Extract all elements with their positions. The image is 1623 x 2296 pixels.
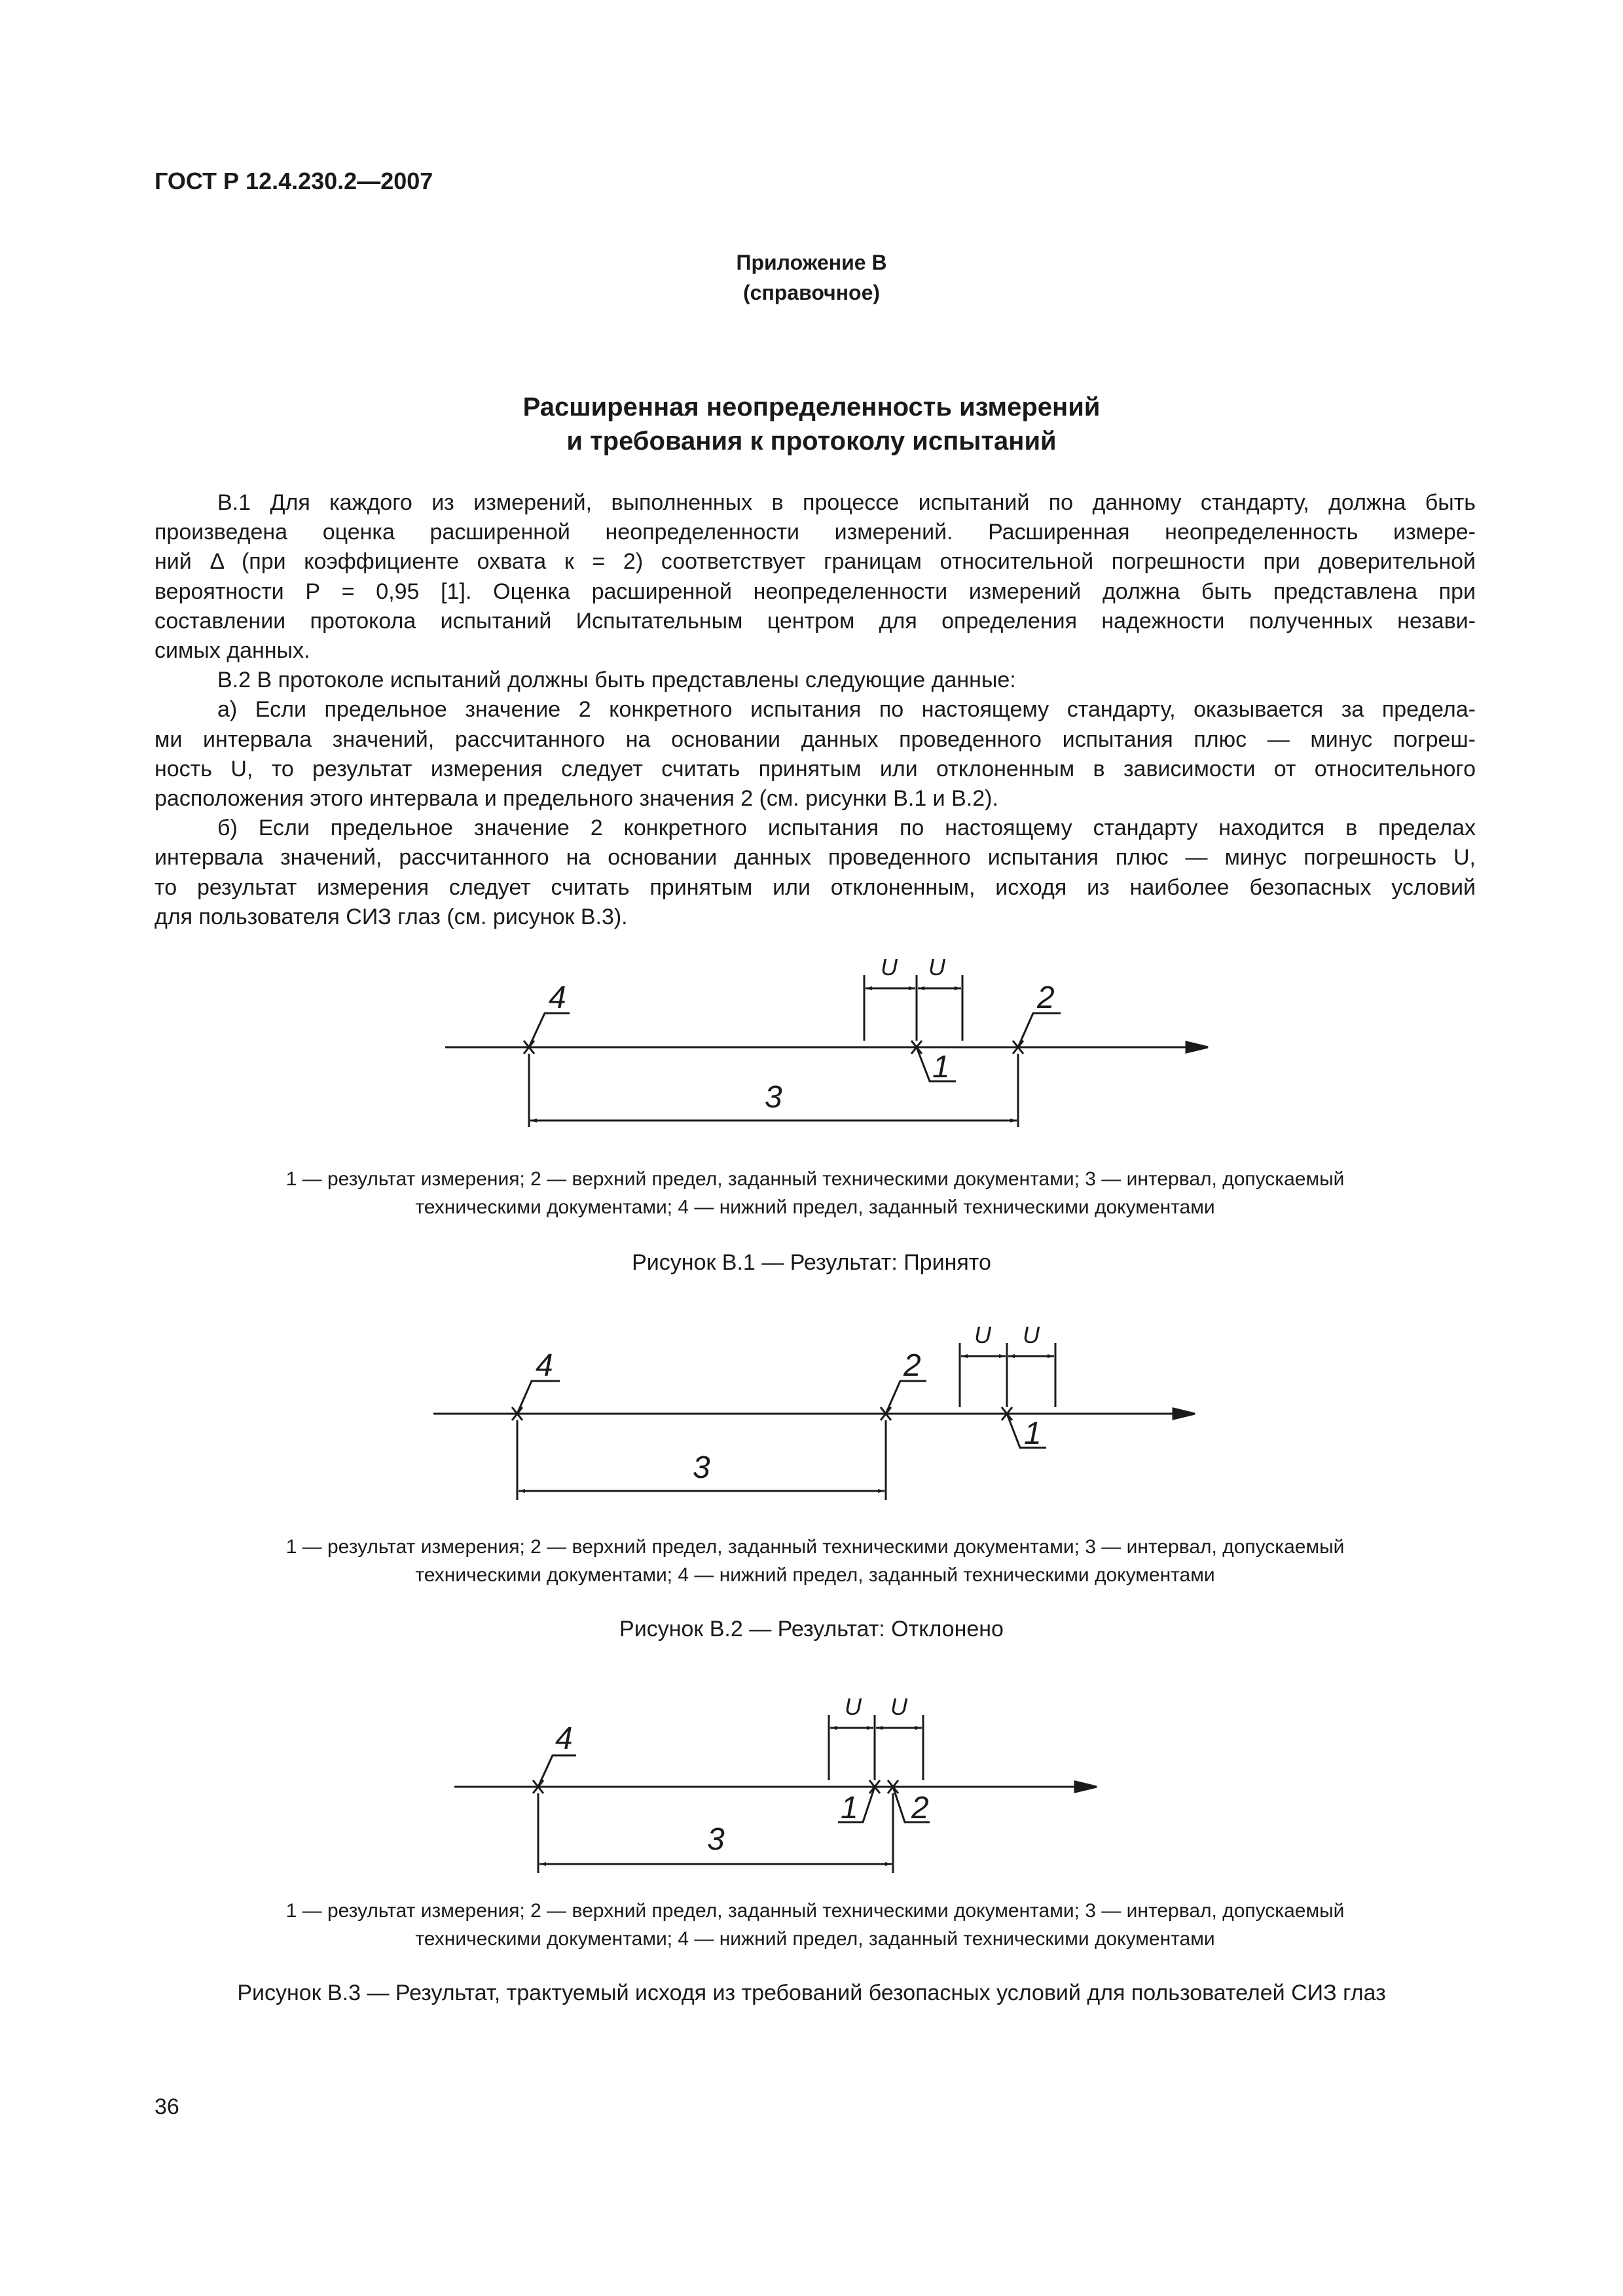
paragraph-b1-line: В.1 Для каждого из измерений, выполненных в процессе испытаний по данному стандарту, должна быть <box>217 490 1476 515</box>
label-4: 4 <box>549 980 566 1015</box>
section-title <box>0 390 1623 458</box>
leader-4 <box>529 1013 570 1047</box>
label-u-right: U <box>890 1693 907 1720</box>
appendix-title: Приложение В <box>736 251 887 274</box>
section-title-line2: и требования к протоколу испытаний <box>566 427 1057 456</box>
appendix-heading <box>0 247 1623 308</box>
label-2: 2 <box>1037 980 1055 1015</box>
leader-2 <box>1018 1013 1061 1047</box>
legend-line: техническими документами; 4 — нижний предел, заданный техническими документами <box>415 1564 1215 1586</box>
paragraph-b1-line: ний Δ (при коэффициенте охвата к = 2) соответствует границам относительной погрешности при доверительной <box>155 549 1476 575</box>
figure-b3-title: Рисунок В.3 — Результат, трактуемый исходя из требований безопасных условий для пользователей СИЗ глаз <box>237 1981 1386 2005</box>
legend-line: 1 — результат измерения; 2 — верхний предел, заданный техническими документами; 3 — интервал, допускаемый <box>285 1900 1345 1922</box>
paragraph-a-line: расположения этого интервала и предельного значения 2 (см. рисунки В.1 и В.2). <box>155 786 998 812</box>
label-u-right: U <box>1023 1321 1040 1348</box>
paragraph-b-line: интервала значений, рассчитанного на основании данных проведенного испытания плюс — минус погрешность U, <box>155 845 1476 870</box>
document-code: ГОСТ Р 12.4.230.2—2007 <box>155 168 433 194</box>
paragraph-b-line: б) Если предельное значение 2 конкретного испытания по настоящему стандарту находится в пределах <box>217 816 1476 841</box>
appendix-subtitle: (справочное) <box>742 281 881 304</box>
label-3: 3 <box>765 1080 782 1115</box>
label-u-left: U <box>845 1693 862 1720</box>
axis-arrow <box>1173 1408 1195 1419</box>
legend-line: 1 — результат измерения; 2 — верхний предел, заданный техническими документами; 3 — интервал, допускаемый <box>285 1168 1345 1190</box>
paragraph-b-line: то результат измерения следует считать принятым или отклоненным, исходя из наиболее безопасных условий <box>155 874 1476 900</box>
label-1: 1 <box>841 1791 858 1825</box>
axis-arrow <box>1075 1782 1097 1792</box>
figure-b1-diagram <box>0 942 1623 1139</box>
leader-2 <box>886 1381 926 1414</box>
figure-b2-legend <box>155 1533 1476 1589</box>
paragraph-b2: В.2 В протоколе испытаний должны быть представлены следующие данные: <box>217 668 1016 693</box>
label-2: 2 <box>911 1791 929 1825</box>
label-u-right: U <box>928 954 945 980</box>
leader-4 <box>517 1381 560 1414</box>
paragraph-b1-line: вероятности Р = 0,95 [1]. Оценка расширенной неопределенности измерений должна быть представлена при <box>155 579 1476 604</box>
paragraph-a-line: а) Если предельное значение 2 конкретного испытания по настоящему стандарту, оказывается за предела- <box>217 697 1476 723</box>
label-3: 3 <box>693 1450 710 1485</box>
label-u-left: U <box>974 1321 991 1348</box>
figure-b1-title: Рисунок В.1 — Результат: Принято <box>632 1250 991 1275</box>
legend-line: 1 — результат измерения; 2 — верхний предел, заданный техническими документами; 3 — интервал, допускаемый <box>285 1536 1345 1558</box>
label-2: 2 <box>903 1348 921 1383</box>
paragraph-b-line: для пользователя СИЗ глаз (см. рисунок В.3). <box>155 904 628 929</box>
paragraph-a-line: ми интервала значений, рассчитанного на основании данных проведенного испытания плюс — минус погреш- <box>155 726 1476 752</box>
paragraph-b1-line: симых данных. <box>155 638 310 664</box>
figure-b2-diagram <box>0 1309 1623 1505</box>
label-u-left: U <box>881 954 898 980</box>
label-3: 3 <box>707 1822 725 1857</box>
paragraph-b1-line: произведена оценка расширенной неопределенности измерений. Расширенная неопределенность измере- <box>155 520 1476 545</box>
legend-line: техническими документами; 4 — нижний предел, заданный техническими документами <box>415 1196 1215 1218</box>
label-4: 4 <box>555 1721 573 1756</box>
figure-b3-legend <box>155 1897 1476 1953</box>
body-text <box>155 488 1476 932</box>
section-title-line1: Расширенная неопределенность измерений <box>522 393 1101 422</box>
leader-4 <box>538 1755 576 1787</box>
figure-b3-diagram <box>0 1682 1623 1885</box>
figure-b2-title: Рисунок В.2 — Результат: Отклонено <box>619 1617 1004 1641</box>
legend-line: техническими документами; 4 — нижний предел, заданный техническими документами <box>415 1928 1215 1950</box>
axis-arrow <box>1186 1042 1208 1052</box>
page-number: 36 <box>155 2094 179 2119</box>
label-1: 1 <box>932 1050 950 1085</box>
label-4: 4 <box>536 1348 553 1383</box>
paragraph-a-line: ность U, то результат измерения следует считать принятым или отклоненным в зависимости от относительного <box>155 756 1476 781</box>
figure-b1-legend <box>155 1165 1476 1221</box>
paragraph-b1-line: составлении протокола испытаний Испытательным центром для определения надежности полученных незави- <box>155 608 1476 634</box>
label-1: 1 <box>1024 1416 1042 1451</box>
